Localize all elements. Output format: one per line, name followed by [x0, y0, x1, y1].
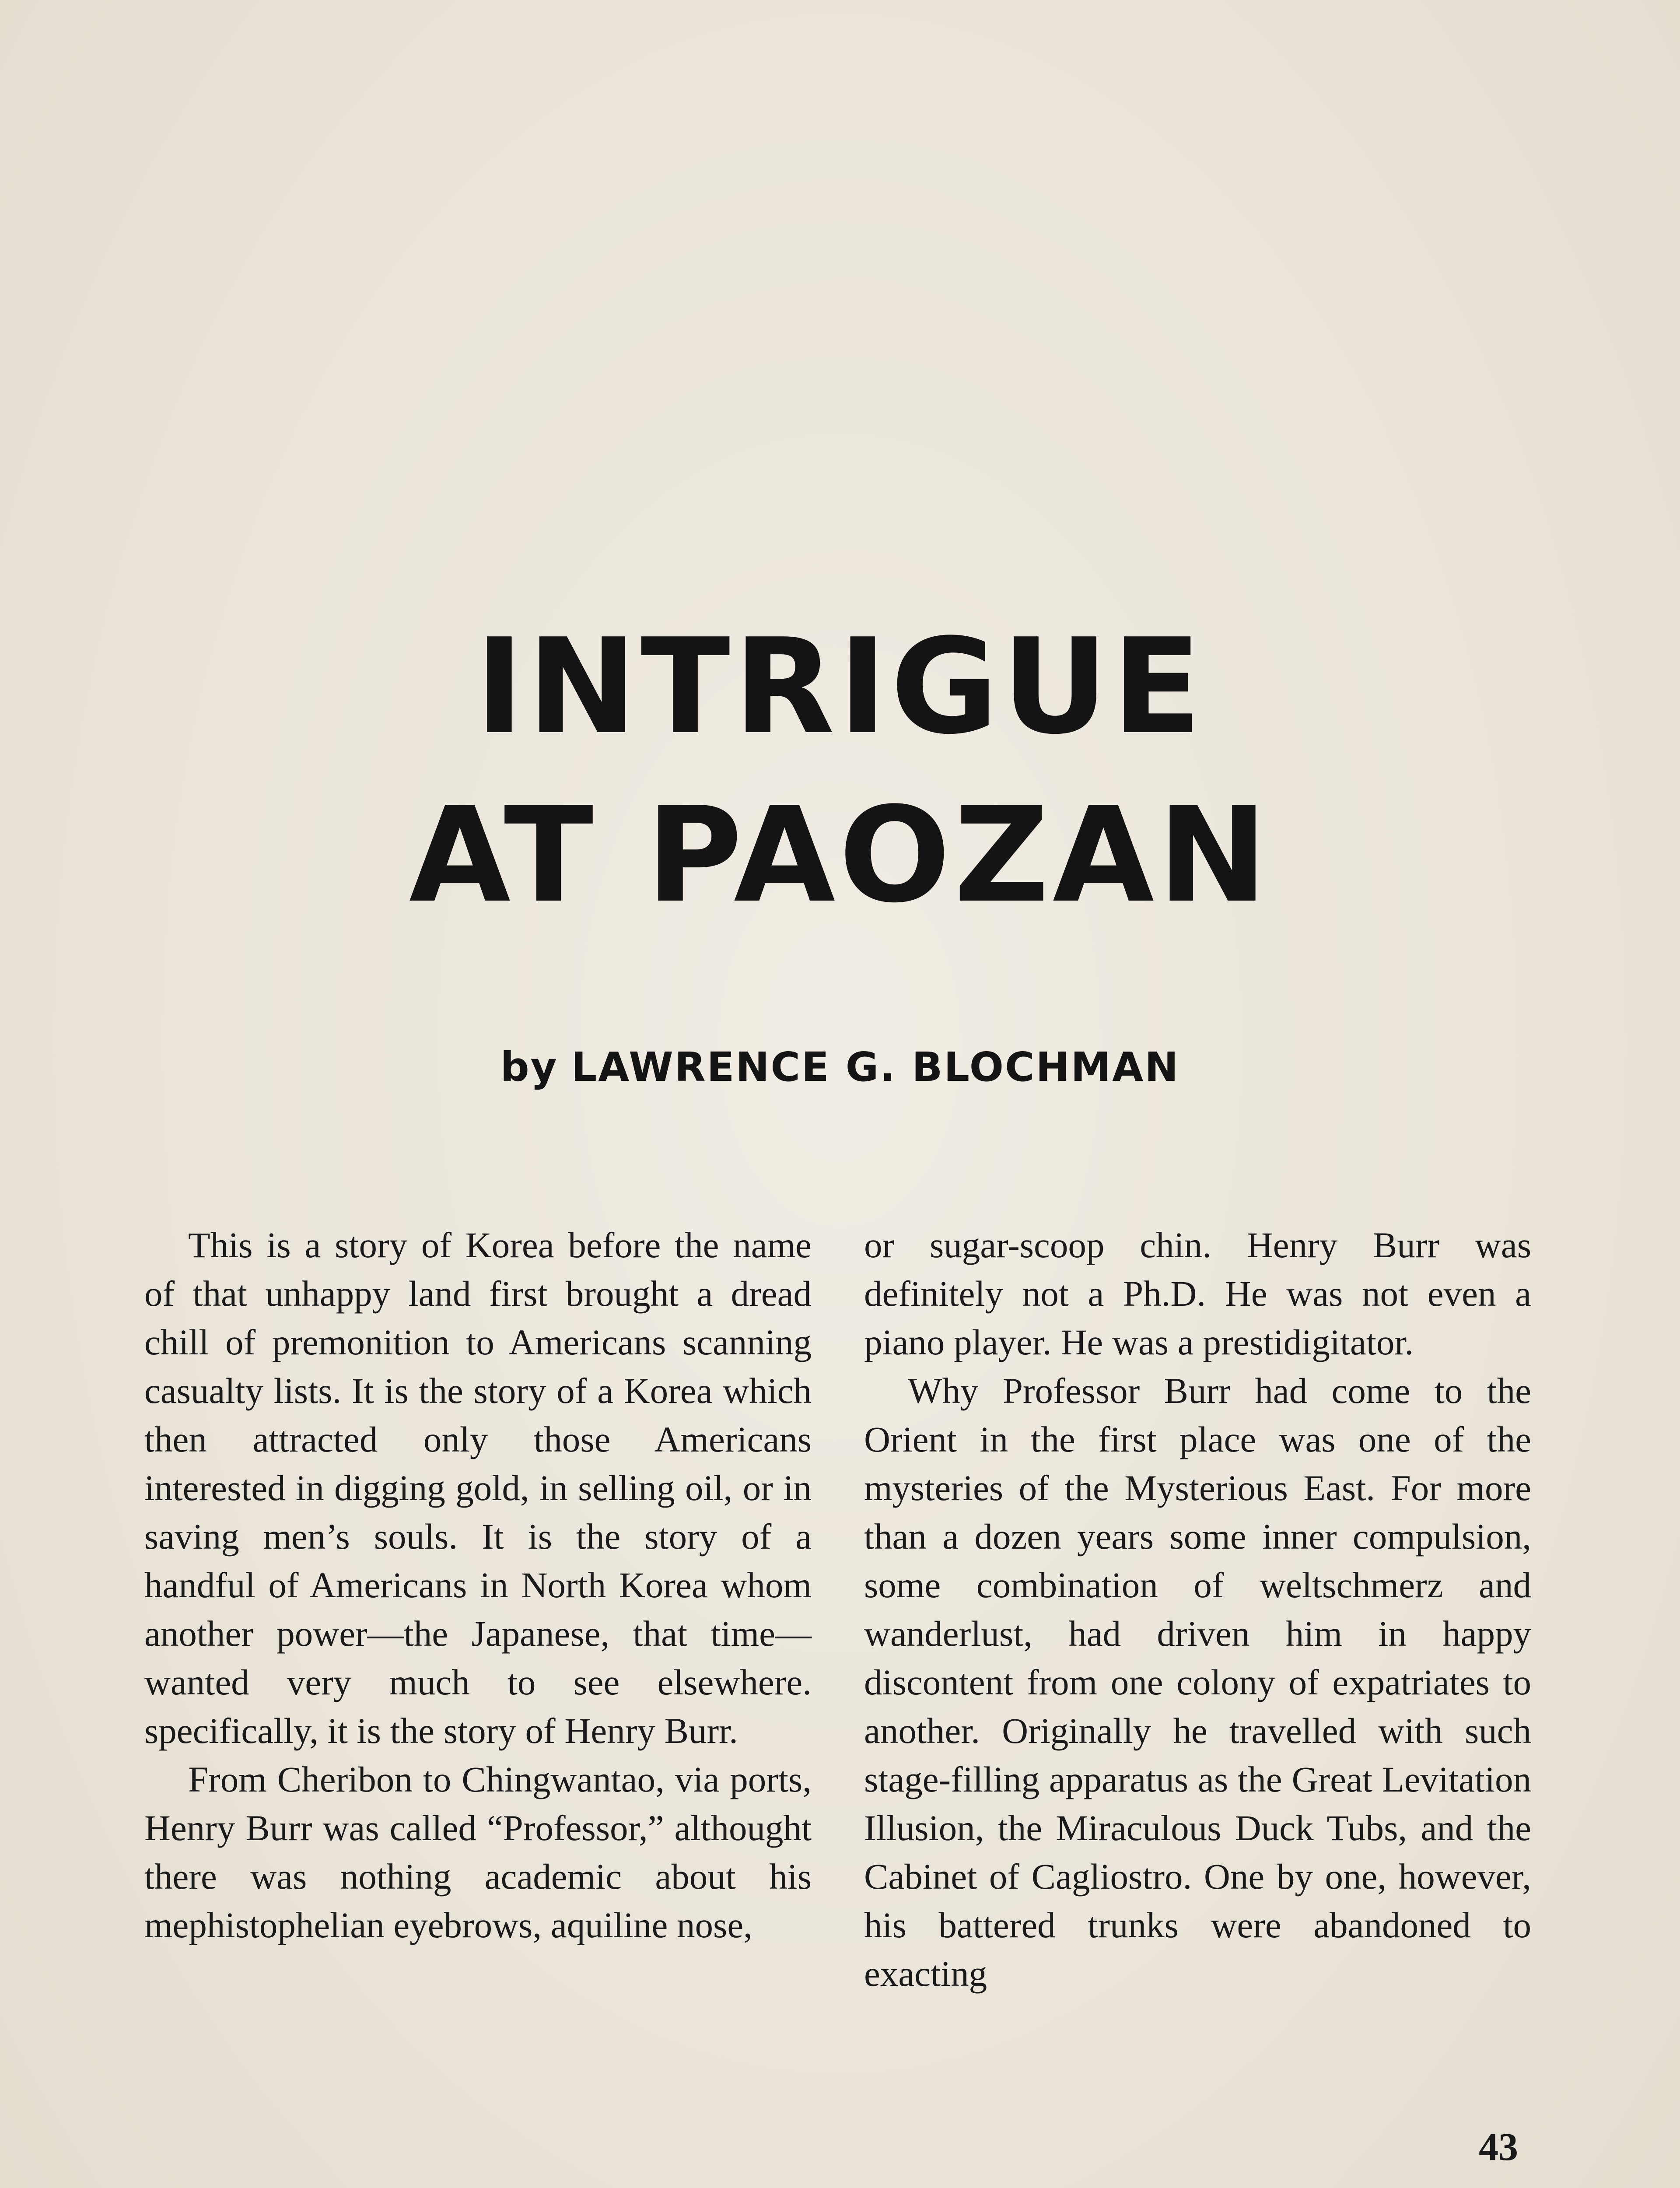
article-title-line-1: INTRIGUE — [475, 610, 1205, 763]
byline-prefix: by — [500, 1044, 558, 1090]
page-number: 43 — [1479, 2125, 1518, 2169]
left-text-column — [144, 1221, 812, 1950]
paragraph-2-continuation: or sugar-scoop chin. Henry Burr was definitely not a Ph.D. He was not even a piano player. He was a prestidigitator. — [864, 1225, 1531, 1362]
byline — [0, 1044, 1680, 1090]
byline-author: LAWRENCE G. BLOCHMAN — [571, 1044, 1180, 1090]
right-text-column — [864, 1221, 1531, 1998]
paragraph-3: Why Professor Burr had come to the Orient in the first place was one of the mysteries of the Mysterious East. For more than a dozen years some inner compulsion, some combination of weltschmerz and wanderlust, had driven him in happy discontent from one colony of expatriates to another. Originally he travelled with such stage-filling apparatus as the Great Levitation Illusion, the Miraculous Duck Tubs, and the Cabinet of Cagliostro. One by one, however, his battered trunks were abandoned to exacting — [864, 1371, 1531, 1994]
paragraph-1: This is a story of Korea before the name of that unhappy land first brought a dread chill of premonition to Americans scanning casualty lists. It is the story of a Korea which then attracted only those Americans interested in digging gold, in selling oil, or in saving men’s souls. It is the story of a handful of Americans in North Korea whom another power—the Japanese, that time—wanted very much to see elsewhere. specifically, it is the story of Henry Burr. — [144, 1225, 812, 1751]
paragraph-2: From Cheribon to Chingwantao, via ports, Henry Burr was called “Professor,” althought there was nothing academic about his mephistophelian eyebrows, aquiline nose, — [144, 1759, 812, 1945]
article-title-line-2: AT PAOZAN — [409, 779, 1271, 932]
